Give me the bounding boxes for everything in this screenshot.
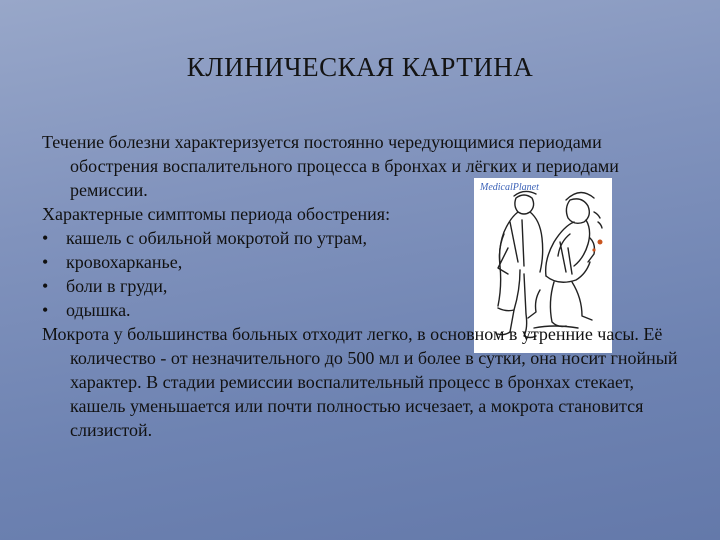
symptoms-heading: Характерные симптомы периода обострения: bbox=[42, 204, 391, 224]
illustration-watermark: MedicalPlanet bbox=[480, 182, 539, 193]
symptom-text: одышка. bbox=[66, 300, 131, 320]
bullet-icon: • bbox=[42, 276, 49, 296]
symptom-item bbox=[42, 250, 682, 274]
bullet-icon: • bbox=[42, 252, 49, 272]
sputum-paragraph: Мокрота у большинства больных отходит легко, в основном в утренние часы. Её количество - от незначительного до 500 мл и более в сутки, она носит гнойный характер. В стадии ремиссии воспалительный процесс в бронхах стекает, кашель уменьшается или почти полностью исчезает, а мокрота становится слизистой. bbox=[42, 324, 678, 440]
slide-body bbox=[42, 130, 682, 442]
bullet-icon: • bbox=[42, 228, 49, 248]
intro-paragraph: Течение болезни характеризуется постоянно чередующимися периодами обострения воспалительного процесса в бронхах и лёгких и периодами ремиссии. bbox=[42, 132, 619, 200]
symptom-item bbox=[42, 298, 682, 322]
symptom-text: кровохарканье, bbox=[66, 252, 183, 272]
bullet-icon: • bbox=[42, 300, 49, 320]
symptom-item bbox=[42, 226, 682, 250]
symptom-item bbox=[42, 274, 682, 298]
symptom-text: кашель с обильной мокротой по утрам, bbox=[66, 228, 367, 248]
symptom-text: боли в груди, bbox=[66, 276, 168, 296]
slide-title: КЛИНИЧЕСКАЯ КАРТИНА bbox=[186, 52, 534, 82]
